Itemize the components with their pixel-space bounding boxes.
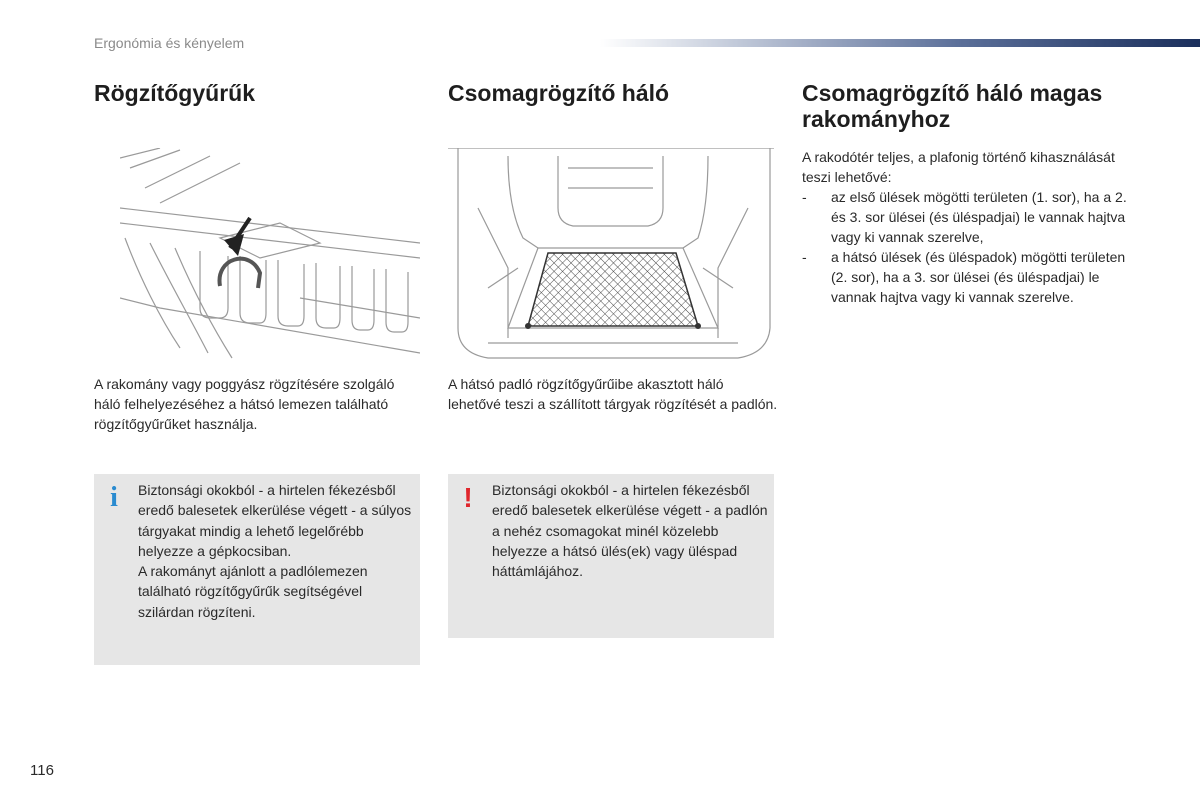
list-item-text: az első ülések mögötti területen (1. sor), ha a 2. és 3. sor ülései (és üléspadjai) le vannak hajtva vagy ki vannak szerelve, (831, 189, 1127, 245)
column-high-load-net (802, 80, 1142, 132)
caption-anchor-rings: A rakomány vagy poggyász rögzítésére szolgáló háló felhelyezéséhez a hátsó lemezen található rögzítőgyűrűket használja. (94, 376, 395, 432)
section-label: Ergonómia és kényelem (94, 35, 245, 51)
list-bullet: - (802, 249, 807, 265)
warning-icon: ! (463, 482, 473, 513)
title-high-load-net: Csomagrögzítő háló magas rakományhoz (802, 80, 1103, 132)
anchor-ring-illustration (120, 148, 420, 366)
luggage-net-illustration (448, 148, 774, 364)
list-item (802, 247, 1142, 307)
caption-luggage-net: A hátsó padló rögzítőgyűrűibe akasztott háló lehetővé teszi a szállított tárgyak rögzítését a padlón. (448, 376, 778, 412)
info-icon: i (110, 482, 118, 513)
high-load-list (802, 187, 1142, 307)
info-note-line: Biztonsági okokból - a hirtelen fékezésből eredő balesetek elkerülése végett - a súlyos tárgyakat mindig a lehető legelőrébb helyezze a gépkocsiban. (138, 482, 412, 559)
info-note (94, 474, 420, 665)
info-note-text (138, 480, 414, 622)
list-item-text: a hátsó ülések (és üléspadok) mögötti területen (2. sor), ha a 3. sor ülései (és üléspadjai) le vannak hajtva vagy ki vannak szerelve. (831, 249, 1126, 305)
header-bar (600, 39, 1200, 47)
list-item (802, 187, 1142, 247)
list-bullet: - (802, 189, 807, 205)
column-anchor-rings (94, 80, 420, 106)
page-number: 116 (30, 762, 54, 779)
title-luggage-net: Csomagrögzítő háló (448, 80, 670, 106)
info-note-line: A rakományt ajánlott a padlólemezen található rögzítőgyűrűk segítségével szilárdan rögzíteni. (138, 563, 368, 620)
warning-note-line: Biztonsági okokból - a hirtelen fékezésből eredő balesetek elkerülése végett - a padlón a nehéz csomagokat minél közelebb helyezze a hátsó ülés(ek) vagy üléspad háttámlájához. (492, 482, 768, 580)
column-luggage-net (448, 80, 774, 106)
title-anchor-rings: Rögzítőgyűrűk (94, 80, 255, 106)
warning-note-text (492, 480, 768, 581)
warning-note (448, 474, 774, 638)
high-load-intro: A rakodótér teljes, a plafonig történő kihasználását teszi lehetővé: (802, 149, 1115, 185)
